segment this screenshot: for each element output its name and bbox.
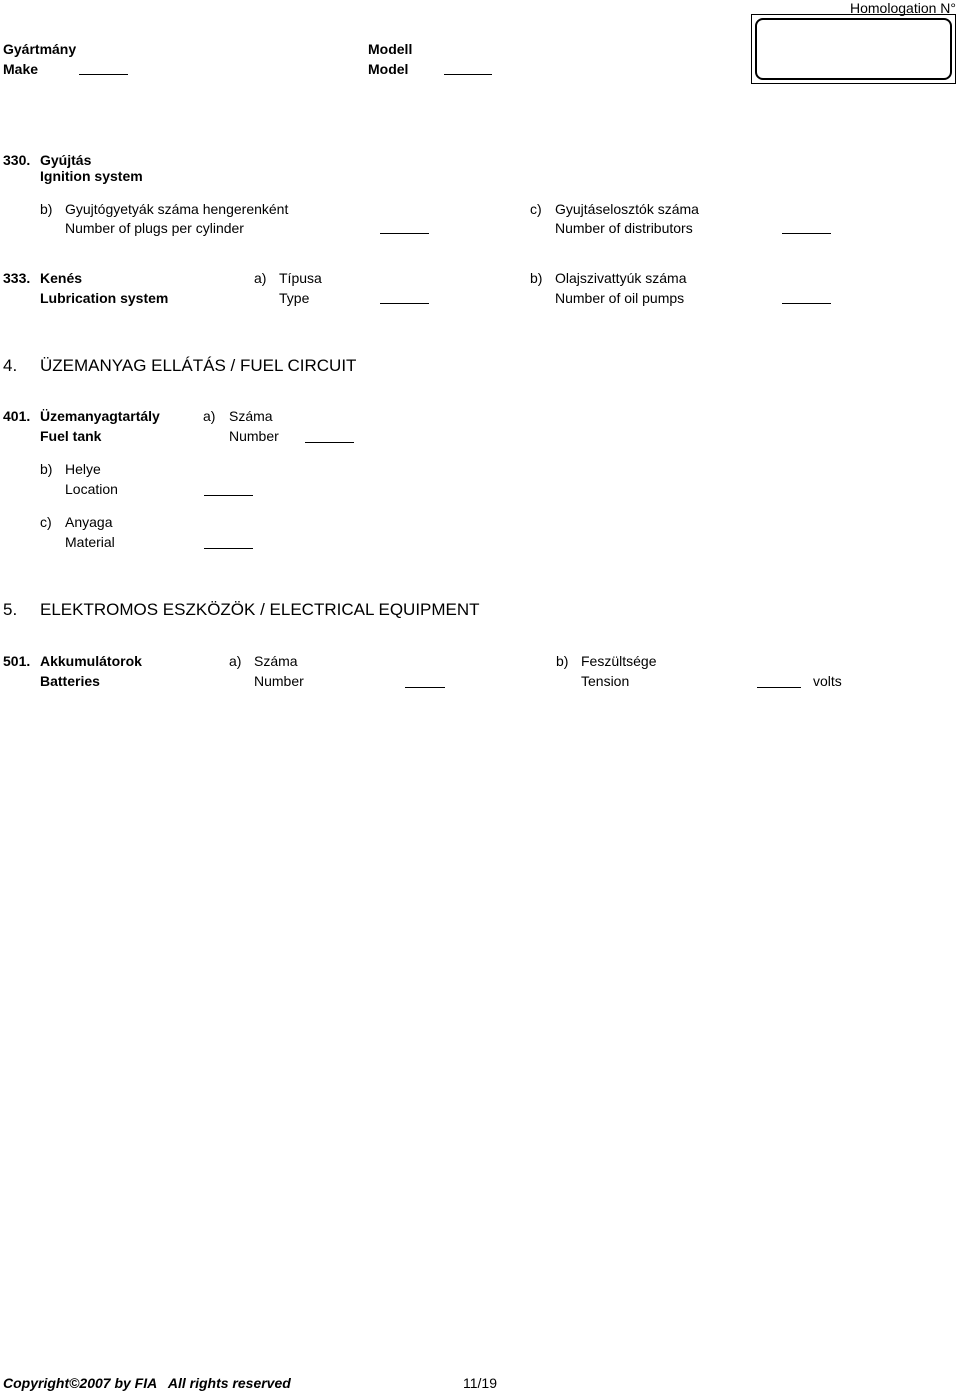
section-333-number: 333. [3, 270, 31, 286]
section-401-title-hu: Üzemanyagtartály [40, 408, 160, 424]
item-501a-label-en: Number [254, 673, 304, 689]
item-501a-letter: a) [229, 653, 242, 669]
item-330b-letter: b) [40, 201, 53, 217]
section-401-number: 401. [3, 408, 31, 424]
lubrication-type-field[interactable] [380, 303, 429, 304]
item-333a-letter: a) [254, 270, 267, 286]
item-501a-label-hu: Száma [254, 653, 298, 669]
item-330c-label-en: Number of distributors [555, 220, 693, 236]
item-333a-label-hu: Típusa [279, 270, 322, 286]
model-field[interactable] [444, 74, 492, 75]
section-4-title: ÜZEMANYAG ELLÁTÁS / FUEL CIRCUIT [40, 356, 357, 375]
item-401c-label-en: Material [65, 534, 115, 550]
section-5-title: ELEKTROMOS ESZKÖZÖK / ELECTRICAL EQUIPMENT [40, 600, 480, 619]
item-401c-letter: c) [40, 514, 52, 530]
item-501b-label-en: Tension [581, 673, 630, 689]
section-501-title-en: Batteries [40, 673, 100, 689]
make-label-hu: Gyártmány [3, 41, 77, 57]
battery-tension-field[interactable] [757, 687, 801, 688]
item-330c-label-hu: Gyujtáselosztók száma [555, 201, 699, 217]
item-330b-label-hu: Gyujtógyetyák száma hengerenként [65, 201, 289, 217]
item-333b-label-hu: Olajszivattyúk száma [555, 270, 687, 286]
fuel-tank-number-field[interactable] [305, 442, 354, 443]
section-333-title-en: Lubrication system [40, 290, 169, 306]
section-501-title-hu: Akkumulátorok [40, 653, 142, 669]
model-label-hu: Modell [368, 41, 413, 57]
item-401a-label-en: Number [229, 428, 279, 444]
section-330-title-hu: Gyújtás [40, 152, 92, 168]
page-number: 11/19 [463, 1375, 497, 1391]
section-401-title-en: Fuel tank [40, 428, 102, 444]
item-401c-label-hu: Anyaga [65, 514, 113, 530]
fuel-tank-location-field[interactable] [204, 495, 253, 496]
item-333b-label-en: Number of oil pumps [555, 290, 685, 306]
fuel-tank-material-field[interactable] [204, 548, 253, 549]
homologation-label: Homologation N° [850, 0, 956, 16]
tension-unit: volts [813, 673, 842, 689]
item-333a-label-en: Type [279, 290, 310, 306]
section-5-number: 5. [3, 600, 18, 619]
copyright-notice: Copyright©2007 by FIA All rights reserved [3, 1375, 291, 1391]
model-label-en: Model [368, 61, 409, 77]
item-401b-label-en: Location [65, 481, 118, 497]
section-330-title-en: Ignition system [40, 168, 143, 184]
item-401a-label-hu: Száma [229, 408, 273, 424]
item-501b-letter: b) [556, 653, 569, 669]
homologation-number-box[interactable] [751, 14, 956, 84]
section-333-title-hu: Kenés [40, 270, 83, 286]
oil-pumps-field[interactable] [782, 303, 831, 304]
section-501-number: 501. [3, 653, 31, 669]
make-field[interactable] [79, 74, 128, 75]
item-330b-label-en: Number of plugs per cylinder [65, 220, 244, 236]
make-label-en: Make [3, 61, 39, 77]
item-501b-label-hu: Feszültsége [581, 653, 657, 669]
item-333b-letter: b) [530, 270, 543, 286]
item-401b-letter: b) [40, 461, 53, 477]
batteries-number-field[interactable] [405, 687, 445, 688]
section-4-number: 4. [3, 356, 18, 375]
item-401b-label-hu: Helye [65, 461, 101, 477]
plugs-per-cylinder-field[interactable] [380, 233, 429, 234]
item-330c-letter: c) [530, 201, 542, 217]
section-330-number: 330. [3, 152, 31, 168]
item-401a-letter: a) [203, 408, 216, 424]
distributors-field[interactable] [782, 233, 831, 234]
